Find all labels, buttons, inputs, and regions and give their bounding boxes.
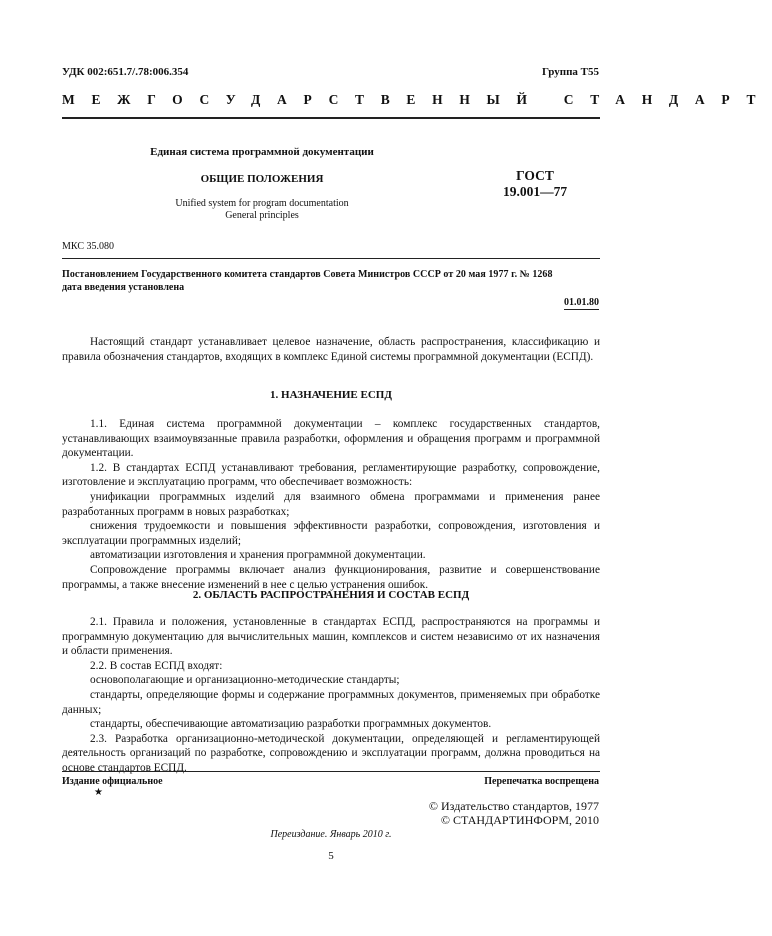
copyright-1977: © Издательство стандартов, 1977: [428, 799, 599, 813]
section-1-heading: 1. НАЗНАЧЕНИЕ ЕСПД: [270, 389, 392, 401]
paragraph: автоматизации изготовления и хранения программной документации.: [90, 549, 426, 562]
gost-label: ГОСТ: [516, 168, 554, 183]
section-2-body: [62, 615, 600, 776]
official-edition: Издание официальное: [62, 776, 163, 787]
udk-code: УДК 002:651.7/.78:006.354: [62, 66, 189, 78]
copyright-2010: © СТАНДАРТИНФОРМ, 2010: [440, 813, 599, 827]
paragraph: унификации программных изделий для взаимного обмена программами и применения ранее разработанных программ в новых разработках;: [62, 490, 600, 518]
english-title-line2: General principles: [225, 210, 299, 221]
star-icon: ★: [94, 787, 103, 798]
paragraph: 2.3. Разработка организационно-методической документации, определяющей и регламентирующей деятельность организаций по разработке, сопровождению и эксплуатации программ, должна проводиться на основе стандартов ЕСПД.: [62, 732, 600, 774]
gost-number: 19.001—77: [502, 184, 568, 199]
paragraph: 2.2. В состав ЕСПД входят:: [90, 659, 223, 672]
reprint-prohibited: Перепечатка воспрещена: [484, 776, 599, 787]
intro-block: [62, 335, 600, 364]
page-number: 5: [328, 850, 334, 862]
header-rule: [62, 117, 600, 119]
section-1-body: [62, 417, 600, 592]
paragraph: Сопровождение программы включает анализ функционирования, развитие и совершенствование программы, а также внесение изменений в нее с целью устранения ошибок.: [62, 563, 600, 591]
title-rule: [62, 258, 600, 259]
decree-line: Постановлением Государственного комитета стандартов Совета Министров СССР от 20 мая 1977 г. № 1268: [62, 269, 553, 280]
paragraph: снижения трудоемкости и повышения эффективности разработки, сопровождения, изготовления и эксплуатации программных изделий;: [62, 520, 600, 547]
footer-rule: [62, 771, 600, 772]
mks-code: МКС 35.080: [62, 241, 114, 252]
group-code: Группа Т55: [541, 66, 599, 78]
standard-banner: МЕЖГОСУДАРСТВЕННЫЙ СТАНДАРТ: [62, 92, 772, 107]
intro-paragraph: Настоящий стандарт устанавливает целевое назначение, область распространения, классификацию и правила обозначения стандартов, входящих в комплекс Единой системы программной документации (ЕСПД).: [62, 336, 600, 363]
paragraph: 2.1. Правила и положения, установленные в стандартах ЕСПД, распространяются на программы и программную документацию для вычислительных машин, комплексов и систем независимо от их назначения и области применения.: [62, 616, 600, 658]
paragraph: основополагающие и организационно-методические стандарты;: [90, 674, 400, 687]
effective-date-label: дата введения установлена: [62, 282, 185, 293]
system-name: Единая система программной документации: [150, 146, 374, 158]
effective-date: 01.01.80: [564, 297, 599, 308]
paragraph: стандарты, определяющие формы и содержание программных документов, применяемых при обработке данных;: [62, 688, 600, 716]
paragraph: стандарты, обеспечивающие автоматизацию разработки программных документов.: [90, 718, 492, 731]
paragraph: 1.2. В стандартах ЕСПД устанавливают требования, регламентирующие разработку, сопровождение, изготовление и эксплуатацию программ, что обеспечивает возможность:: [62, 461, 600, 489]
paragraph: 1.1. Единая система программной документации – комплекс государственных стандартов, устанавливающих взаимоувязанные правила разработки, оформления и обращения программ и программной документации.: [62, 418, 600, 460]
english-title-line1: Unified system for program documentation: [175, 198, 349, 209]
document-title: ОБЩИЕ ПОЛОЖЕНИЯ: [200, 173, 324, 185]
reissue-note: Переиздание. Январь 2010 г.: [270, 829, 392, 840]
section-2-heading: 2. ОБЛАСТЬ РАСПРОСТРАНЕНИЯ И СОСТАВ ЕСПД: [192, 589, 470, 601]
